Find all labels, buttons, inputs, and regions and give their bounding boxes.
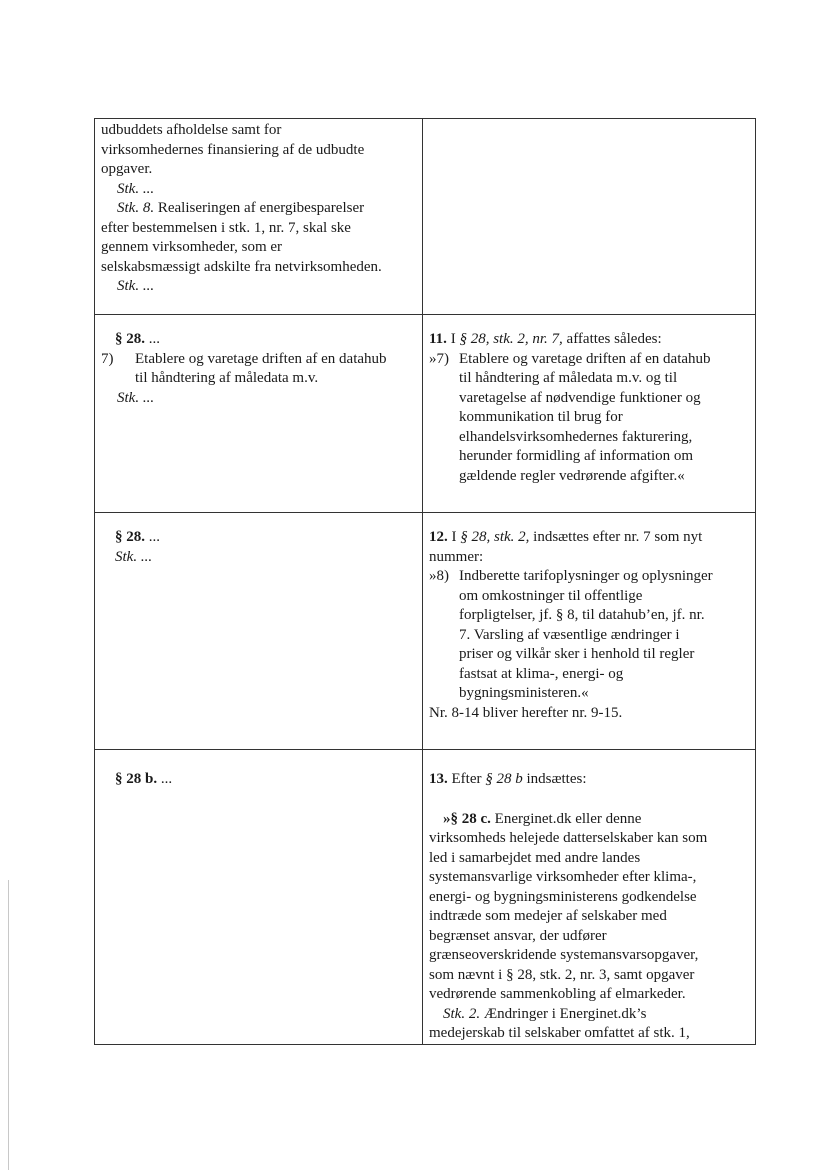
text-line: udbuddets afholdelse samt for <box>101 122 282 138</box>
text-line: fastsat at klima-, energi- og <box>459 665 624 682</box>
text-line: til håndtering af måledata m.v. og til <box>459 370 678 386</box>
text-line: virksomhedernes finansiering af de udbudte <box>101 141 365 158</box>
stk-label: Stk. 2. <box>443 1005 481 1022</box>
text-line: virksomheds helejede datterselskaber kan som <box>429 830 708 846</box>
current-law-cell <box>95 119 423 315</box>
text-line: opgaver. <box>101 161 153 177</box>
table-row <box>95 513 756 750</box>
current-law-cell: § 28. ... 7) Etablere og varetage driften af en datahub til håndtering af måledata m.v. Stk. ... <box>95 315 423 513</box>
text-line: kommunikation til brug for <box>459 409 623 425</box>
law-reference: § 28, stk. 2, <box>460 529 530 545</box>
table-row <box>95 315 756 513</box>
change-number: 11. <box>429 331 447 347</box>
text-line: varetagelse af nødvendige funktioner og <box>459 389 701 406</box>
text-line: begrænset ansvar, der udfører <box>429 927 607 944</box>
text-line: Etablere og varetage driften af en datahub <box>459 350 711 367</box>
text-line: selskabsmæssigt adskilte fra netvirksomheden. <box>101 258 382 275</box>
proposal-cell: 13. Efter § 28 b indsættes: »§ 28 c. Energinet.dk eller denne virksomheds helejede datterselskaber kan som led i samarbejdet med andre landes systemansvarlige virksomheder efter klima-, energi- og bygningsministerens godkendelse indtræde som medejer af selskaber med begrænset ansvar, der udfører grænseoverskridende systemansvarsopgaver, som nævnt i § 28, stk. 2, nr. 3, samt opgaver vedrørende sammenkobling af elmarkeder. Stk. 2. Ændringer i Energinet.dk’s medejerskab til selskaber omfattet af stk. 1, <box>423 750 756 1045</box>
text-line: bygningsministeren.« <box>459 685 589 701</box>
item-number: »7) <box>429 350 449 367</box>
text-line: Etablere og varetage driften af en datahub <box>135 350 387 367</box>
change-number: 13. <box>429 771 448 787</box>
text-line: til håndtering af måledata m.v. <box>135 370 319 386</box>
item-number: »8) <box>429 568 449 584</box>
text-line: Realiseringen af energibesparelser <box>154 200 365 216</box>
text-line: om omkostninger til offentlige <box>459 587 643 604</box>
text-line: Nr. 8-14 bliver herefter nr. 9-15. <box>429 704 623 721</box>
text-line: led i samarbejdet med andre landes <box>429 849 641 866</box>
text-line: som nævnt i § 28, stk. 2, nr. 3, samt opgaver <box>429 966 695 983</box>
text-line: efter bestemmelsen i stk. 1, nr. 7, skal ske <box>101 219 351 236</box>
text-line: indtræde som medejer af selskaber med <box>429 908 667 924</box>
stk-label: Stk. ... <box>115 548 153 565</box>
text-line: vedrørende sammenkobling af elmarkeder. <box>429 986 686 1002</box>
section-heading: § 28 b. <box>115 771 158 787</box>
stk-label: Stk. 8. <box>117 200 155 216</box>
law-comparison-table <box>94 118 756 1045</box>
text-line: gennem virksomheder, som er <box>101 239 283 255</box>
text-line: grænseoverskridende systemansvarsopgaver, <box>429 947 699 963</box>
current-law-cell: § 28. ... Stk. ... <box>95 513 423 750</box>
text-line: 7. Varsling af væsentlige ændringer i <box>459 626 680 643</box>
section-heading: § 28. <box>115 529 145 545</box>
stk-label: Stk. ... <box>117 278 155 294</box>
text-line: nummer: <box>429 548 484 565</box>
text-line: medejerskab til selskaber omfattet af stk. 1, <box>429 1025 690 1041</box>
section-heading: § 28. <box>115 331 145 347</box>
proposal-cell: 11. I § 28, stk. 2, nr. 7, affattes således: »7) Etablere og varetage driften af en datahub til håndtering af måledata m.v. og til varetagelse af nødvendige funktioner og kommunikation til brug for elhandelsvirksomhedernes fakturering, herunder formidling af information om gældende regler vedrørende afgifter.« <box>423 315 756 513</box>
list-item <box>101 350 416 389</box>
text-line: systemansvarlige virksomheder efter klima-, <box>429 869 697 885</box>
proposal-cell <box>423 119 756 315</box>
text-line: Indberette tarifoplysninger og oplysninger <box>459 568 713 584</box>
text-line: priser og vilkår sker i henhold til regler <box>459 646 695 662</box>
law-reference: § 28 b <box>485 771 523 787</box>
text-line: herunder formidling af information om <box>459 448 694 464</box>
section-heading: »§ 28 c. <box>443 810 491 827</box>
scan-edge-line <box>8 880 9 1170</box>
text-line: energi- og bygningsministerens godkendelse <box>429 888 697 905</box>
current-law-cell: § 28 b. ... <box>95 750 423 1045</box>
law-reference: § 28, stk. 2, nr. 7, <box>459 331 563 347</box>
table-row <box>95 119 756 315</box>
table-row <box>95 750 756 1045</box>
text-line: forpligtelser, jf. § 8, til datahub’en, jf. nr. <box>459 607 705 623</box>
proposal-cell: 12. I § 28, stk. 2, indsættes efter nr. 7 som nyt nummer: »8) Indberette tarifoplysninger og oplysninger om omkostninger til offentlige forpligtelser, jf. § 8, til datahub’en, jf. nr. 7. Varsling af væsentlige ændringer i priser og vilkår sker i henhold til regler fastsat at klima-, energi- og bygningsministeren.« Nr. 8-14 bliver herefter nr. 9-15. <box>423 513 756 750</box>
stk-label: Stk. ... <box>117 180 155 197</box>
text-line: elhandelsvirksomhedernes fakturering, <box>459 428 693 445</box>
change-number: 12. <box>429 529 448 545</box>
stk-label: Stk. ... <box>117 389 155 406</box>
text-line: gældende regler vedrørende afgifter.« <box>459 467 685 484</box>
list-item <box>429 567 749 704</box>
list-item <box>429 350 749 487</box>
item-number: 7) <box>101 350 114 367</box>
spacer <box>429 790 749 810</box>
